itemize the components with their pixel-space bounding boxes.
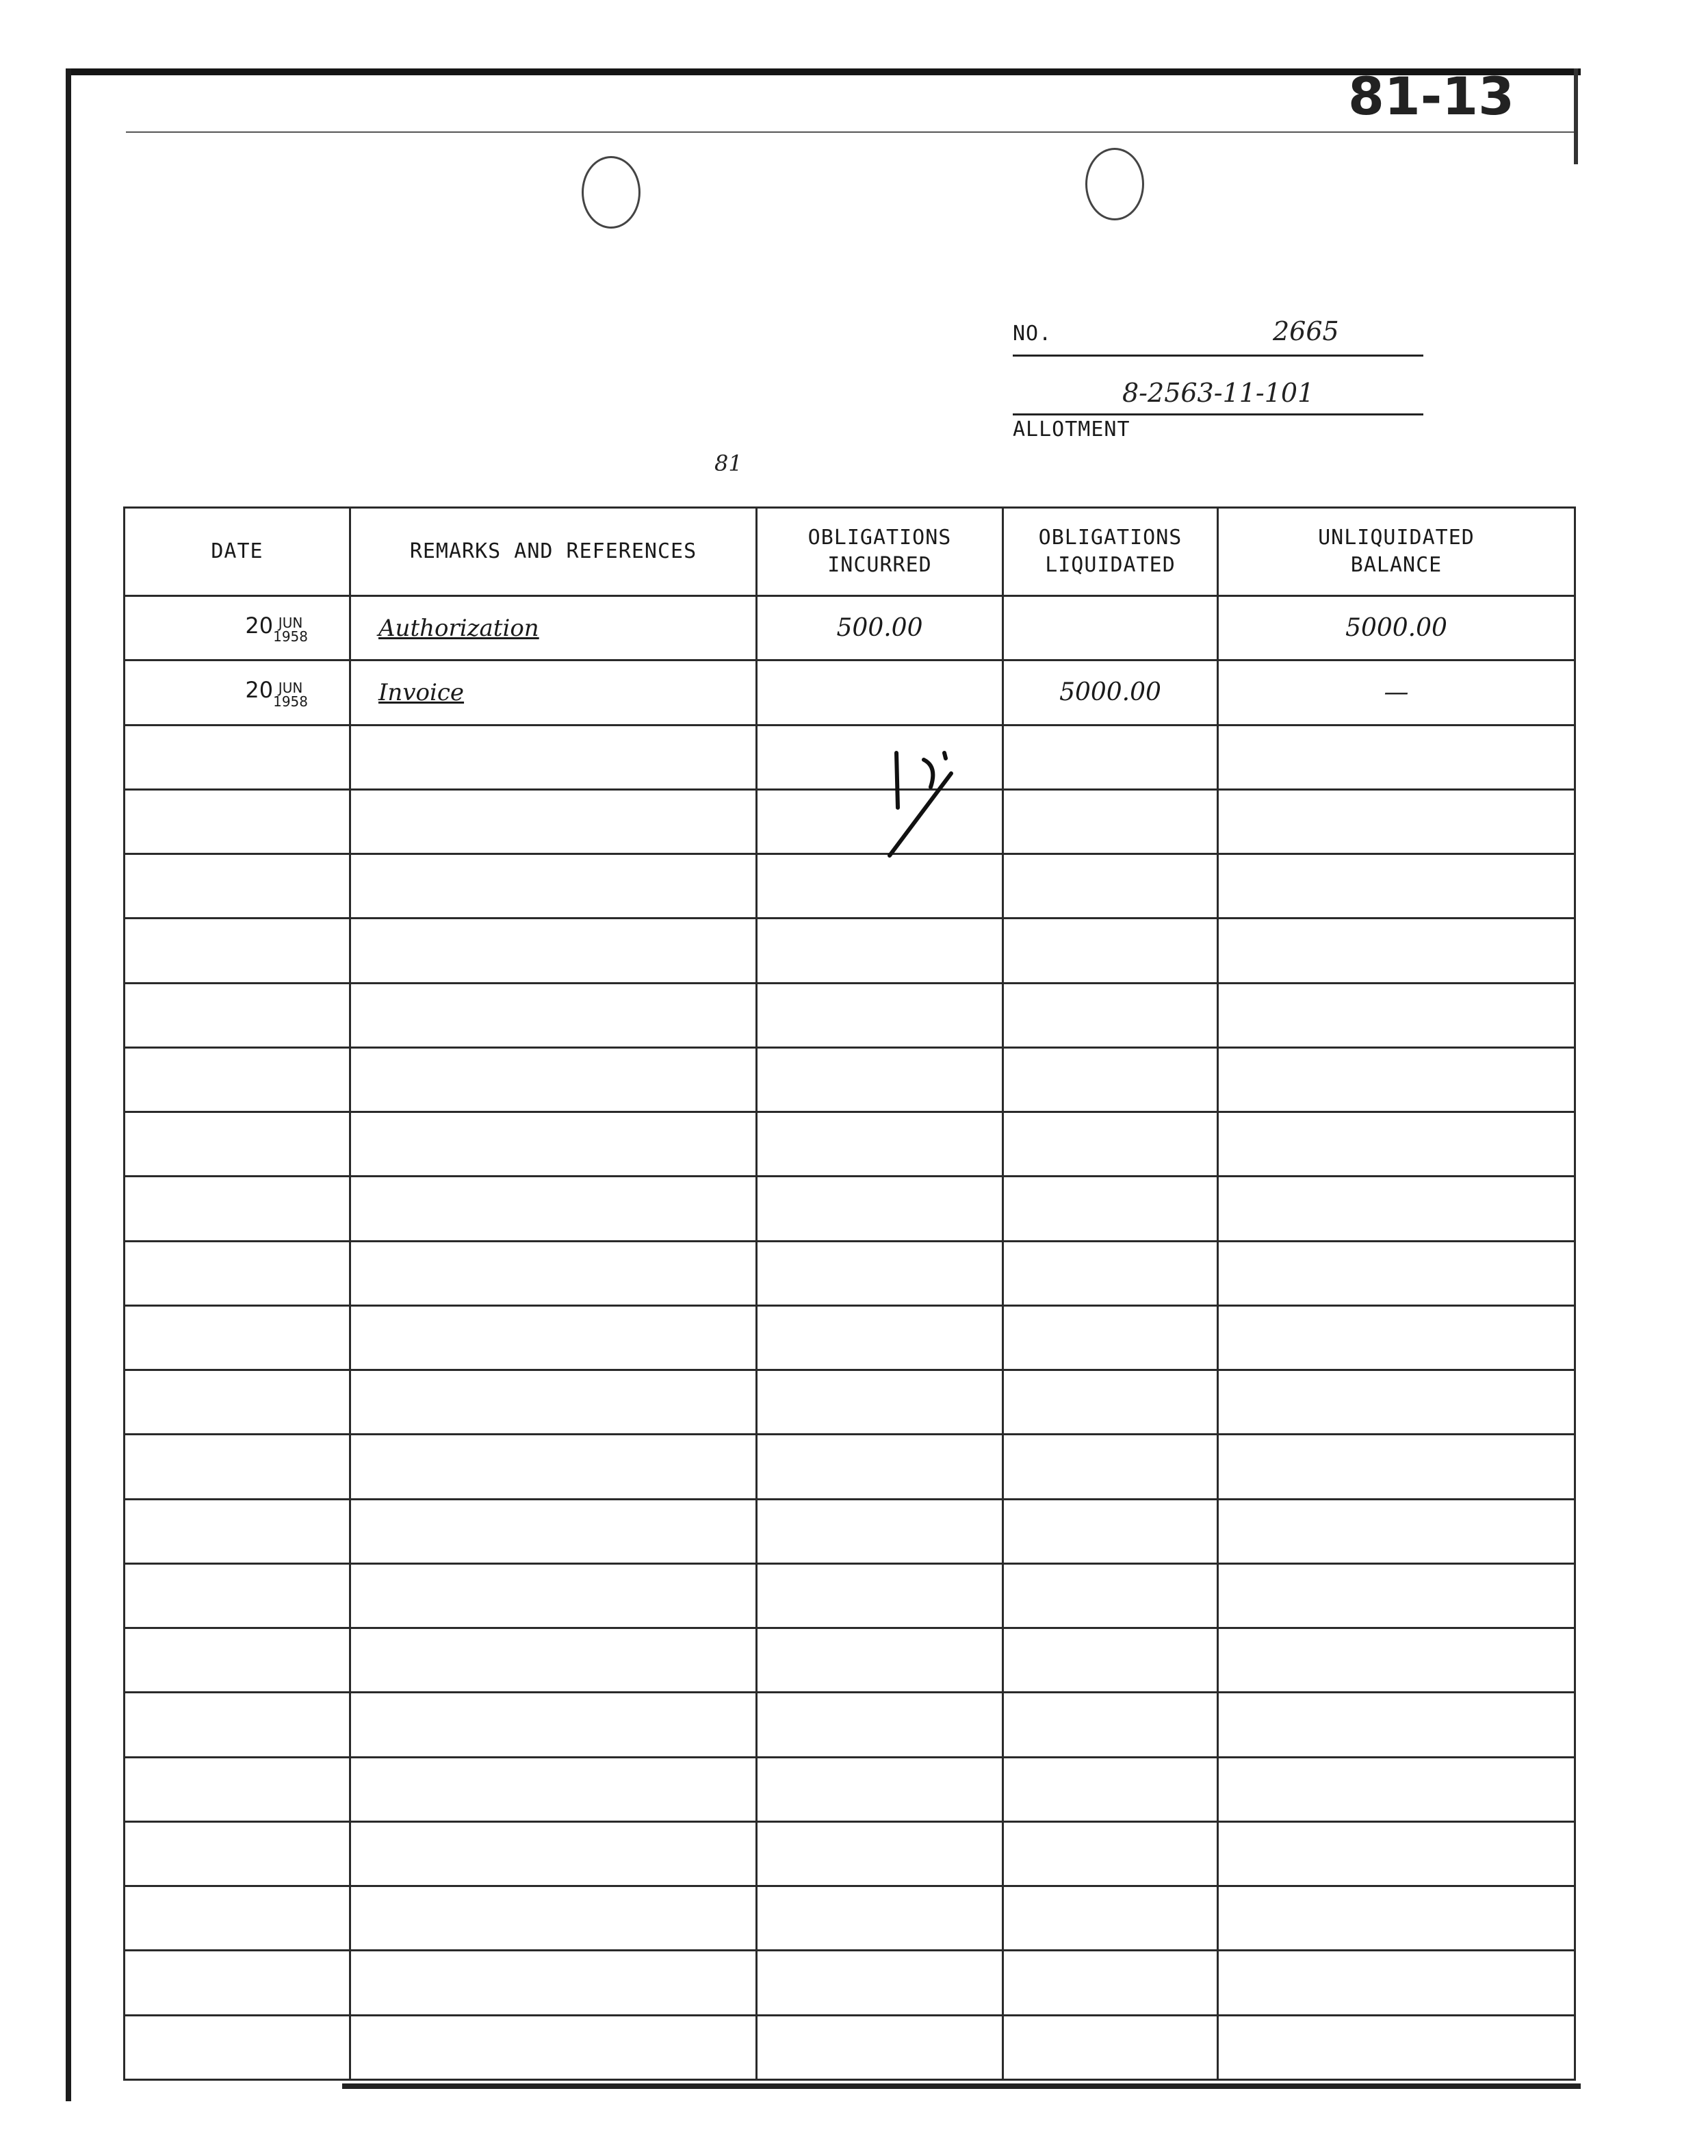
balance-cell [1218,1951,1575,2015]
balance-cell [1218,1628,1575,1693]
remarks-cell [350,789,757,854]
incurred-cell: 500.00 [757,596,1003,660]
page-number: 81-13 [1348,66,1515,127]
date-cell [125,1047,350,1112]
liquidated-cell [1003,1047,1218,1112]
liquidated-cell: 5000.00 [1003,660,1218,725]
balance-cell [1218,1757,1575,1821]
liquidated-cell [1003,854,1218,919]
remarks-cell [350,1951,757,2015]
remarks-cell [350,919,757,983]
incurred-cell [757,1499,1003,1563]
allotment-label: ALLOTMENT [1013,418,1130,441]
remarks-cell [350,2015,757,2080]
incurred-cell [757,1628,1003,1693]
balance-cell: — [1218,660,1575,725]
date-cell [125,854,350,919]
date-cell [125,1693,350,1757]
balance-cell [1218,983,1575,1047]
table-row [125,725,1575,789]
liquidated-cell [1003,1757,1218,1821]
remarks-cell [350,1112,757,1177]
remarks-cell [350,1177,757,1241]
table-row [125,854,1575,919]
liquidated-cell [1003,789,1218,854]
balance-cell [1218,919,1575,983]
incurred-cell [757,1951,1003,2015]
liquidated-cell [1003,1177,1218,1241]
table-row [125,1435,1575,1499]
incurred-cell [757,1370,1003,1435]
liquidated-cell [1003,725,1218,789]
table-row [125,1241,1575,1305]
liquidated-cell [1003,1628,1218,1693]
bottom-border [342,2083,1581,2089]
liquidated-cell [1003,1370,1218,1435]
balance-cell [1218,1693,1575,1757]
remarks-column-header: REMARKS AND REFERENCES [350,508,757,596]
date-column-header: DATE [125,508,350,596]
ledger-table [123,506,1576,2081]
remarks-cell [350,1047,757,1112]
liquidated-cell [1003,1112,1218,1177]
balance-cell [1218,789,1575,854]
table-row [125,1821,1575,1886]
incurred-cell [757,1241,1003,1305]
incurred-cell [757,2015,1003,2080]
date-cell [125,789,350,854]
remarks-cell [350,1693,757,1757]
date-cell [125,1305,350,1370]
number-underline [1013,355,1423,357]
remarks-cell [350,1241,757,1305]
header-rule [126,131,1574,133]
table-row [125,919,1575,983]
punch-hole-right [1085,148,1144,220]
date-cell [125,1112,350,1177]
remarks-cell [350,1435,757,1499]
balance-cell [1218,854,1575,919]
liquidated-cell [1003,1241,1218,1305]
liquidated-column-header: OBLIGATIONS LIQUIDATED [1003,508,1218,596]
table-row [125,983,1575,1047]
table-row [125,2015,1575,2080]
table-row [125,1370,1575,1435]
liquidated-cell [1003,1499,1218,1563]
right-border [1574,68,1578,164]
remarks-cell: Invoice [350,660,757,725]
remarks-cell: Authorization [350,596,757,660]
balance-cell [1218,725,1575,789]
incurred-cell [757,1435,1003,1499]
table-row [125,1757,1575,1821]
allotment-value: 8-2563-11-101 [1122,378,1315,408]
balance-cell [1218,1370,1575,1435]
date-cell [125,725,350,789]
date-cell [125,1951,350,2015]
date-cell [125,1435,350,1499]
remarks-cell [350,1563,757,1628]
incurred-cell [757,919,1003,983]
balance-cell [1218,1435,1575,1499]
balance-cell [1218,1112,1575,1177]
initials-mark [883,746,965,862]
allotment-value-underline [1013,413,1423,415]
liquidated-cell [1003,1951,1218,2015]
remarks-cell [350,1628,757,1693]
liquidated-cell [1003,596,1218,660]
marginal-note: 81 [714,450,742,476]
balance-column-header: UNLIQUIDATED BALANCE [1218,508,1575,596]
incurred-cell [757,1112,1003,1177]
liquidated-cell [1003,1305,1218,1370]
balance-cell [1218,1563,1575,1628]
table-row [125,1563,1575,1628]
number-label: NO. [1013,322,1052,346]
incurred-cell [757,1886,1003,1951]
incurred-cell [757,1047,1003,1112]
liquidated-cell [1003,919,1218,983]
date-cell [125,983,350,1047]
table-row [125,1628,1575,1693]
date-cell [125,1241,350,1305]
liquidated-cell [1003,1821,1218,1886]
liquidated-cell [1003,1563,1218,1628]
incurred-column-header: OBLIGATIONS INCURRED [757,508,1003,596]
remarks-cell [350,1499,757,1563]
date-cell [125,1886,350,1951]
liquidated-cell [1003,2015,1218,2080]
date-cell [125,2015,350,2080]
table-row [125,596,1575,660]
left-border [66,68,71,2101]
incurred-cell [757,1757,1003,1821]
balance-cell [1218,1821,1575,1886]
punch-hole-left [582,156,640,229]
remarks-cell [350,725,757,789]
date-cell [125,1628,350,1693]
incurred-cell [757,789,1003,854]
incurred-cell [757,983,1003,1047]
date-cell [125,1499,350,1563]
table-row [125,1047,1575,1112]
balance-cell [1218,2015,1575,2080]
table-row [125,660,1575,725]
balance-cell [1218,1886,1575,1951]
date-cell [125,1821,350,1886]
liquidated-cell [1003,1886,1218,1951]
remarks-cell [350,1370,757,1435]
remarks-cell [350,1757,757,1821]
incurred-cell [757,660,1003,725]
table-row [125,1305,1575,1370]
incurred-cell [757,1563,1003,1628]
table-row [125,789,1575,854]
table-row [125,1499,1575,1563]
remarks-cell [350,854,757,919]
table-header-row [125,508,1575,596]
table-row [125,1693,1575,1757]
balance-cell [1218,1499,1575,1563]
liquidated-cell [1003,1693,1218,1757]
incurred-cell [757,1177,1003,1241]
remarks-cell [350,1886,757,1951]
table-row [125,1886,1575,1951]
table-row [125,1951,1575,2015]
date-cell [125,1370,350,1435]
table-row [125,1177,1575,1241]
liquidated-cell [1003,1435,1218,1499]
incurred-cell [757,854,1003,919]
balance-cell [1218,1241,1575,1305]
date-cell [125,1757,350,1821]
date-cell [125,1563,350,1628]
balance-cell [1218,1047,1575,1112]
balance-cell [1218,1177,1575,1241]
number-value: 2665 [1273,316,1339,346]
balance-cell: 5000.00 [1218,596,1575,660]
liquidated-cell [1003,983,1218,1047]
balance-cell [1218,1305,1575,1370]
incurred-cell [757,1821,1003,1886]
remarks-cell [350,983,757,1047]
date-cell: 20 JUN 1958 [125,660,350,725]
table-row [125,1112,1575,1177]
incurred-cell [757,725,1003,789]
incurred-cell [757,1305,1003,1370]
remarks-cell [350,1821,757,1886]
remarks-cell [350,1305,757,1370]
date-cell [125,919,350,983]
date-cell: 20 JUN 1958 [125,596,350,660]
incurred-cell [757,1693,1003,1757]
date-cell [125,1177,350,1241]
